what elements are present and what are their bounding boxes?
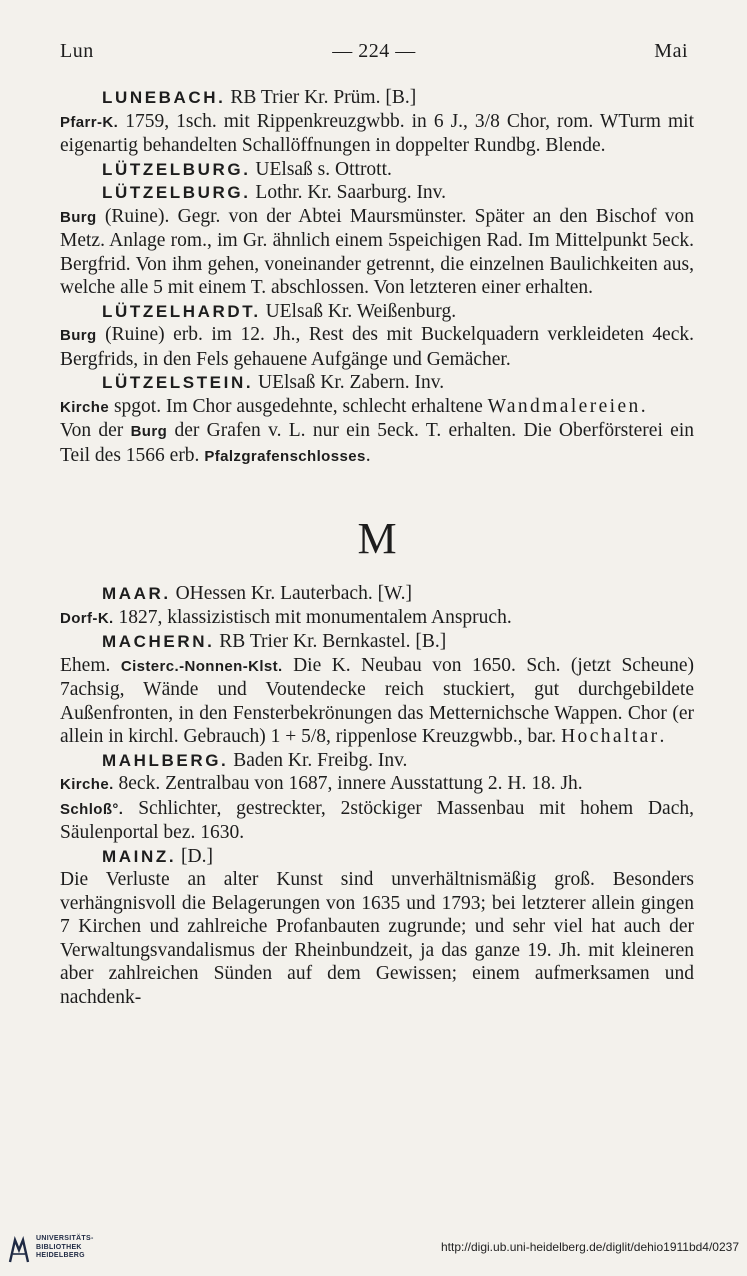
entry-heading [60, 181, 694, 205]
emphasized-term: Hochaltar [561, 726, 660, 747]
emphasized-term: Wandmalereien [487, 395, 641, 417]
entry-heading [60, 300, 694, 324]
entry-text: spgot. Im Chor ausgedehnte, schlecht erhaltene [113, 395, 488, 417]
entry-paragraph [60, 606, 694, 631]
section-letter: M [357, 514, 397, 563]
logo-line: BIBLIOTHEK [36, 1243, 82, 1251]
entry-text: . [640, 395, 646, 417]
place-info: Baden Kr. Freibg. Inv. [233, 749, 408, 771]
entry-heading [60, 158, 694, 182]
page-body [60, 86, 694, 1009]
entry-text: . [365, 444, 371, 466]
entry-paragraph [60, 654, 694, 749]
running-head-right: Mai [654, 40, 688, 62]
entry-heading [60, 749, 694, 773]
building-label: Burg [60, 327, 97, 344]
entry-heading [60, 86, 694, 110]
building-label: Pfalzgrafenschlosses [204, 447, 366, 465]
entry-paragraph [60, 395, 694, 420]
entry-heading [60, 845, 694, 869]
place-info: OHessen Kr. Lauterbach. [W.] [175, 583, 413, 604]
entry-text: Ehem. [60, 654, 121, 676]
entry-heading [60, 371, 694, 395]
place-name: MACHERN. [102, 632, 215, 651]
place-info: RB Trier Kr. Bernkastel. [B.] [219, 631, 447, 652]
building-label: Kirche [60, 398, 110, 416]
building-label: Burg [130, 423, 168, 440]
logo-line: HEIDELBERG [36, 1252, 85, 1259]
library-logo-icon [8, 1236, 30, 1264]
place-info: UElsaß Kr. Zabern. Inv. [258, 372, 445, 393]
place-name: LUNEBACH. [102, 88, 226, 107]
logo-line: UNIVERSITÄTS- [36, 1235, 94, 1242]
library-logo[interactable] [8, 1234, 118, 1270]
place-name: MAAR. [102, 584, 171, 603]
entry-heading [60, 582, 694, 606]
place-name: LÜTZELHARDT. [102, 301, 261, 321]
entry-text: Schlichter, gestreckter, 2stöckiger Massenbau mit hohem Dach, Säulenportal bez. 1630. [60, 797, 694, 843]
entry-text: Von der [60, 420, 131, 441]
entry-text: der Grafen v. L. nur ein 5eck. T. erhalten. Die Oberförsterei ein Teil des 1566 erb. [60, 420, 694, 466]
place-info: UElsaß s. Ottrott. [255, 158, 392, 180]
building-label: Schloß°. [60, 800, 124, 818]
place-name: LÜTZELSTEIN. [102, 373, 254, 392]
place-info: RB Trier Kr. Prüm. [B.] [230, 87, 417, 108]
building-label: Burg [60, 208, 97, 226]
building-label: Kirche. [60, 776, 114, 793]
entry-text: 1827, klassizistisch mit monumentalem Anspruch. [118, 606, 512, 628]
building-label: Pfarr-K. [60, 113, 119, 131]
entry-text: (Ruine). Gegr. von der Abtei Maursmünster. Später an den Bischof von Metz. Anlage rom., im Gr. ähnlich einem 5speichigen Rad. Im Mittelpunkt 5eck. Bergfrid. Von ihm gehen, voneinander getrennt, die einzelnen Baulichkeiten aus, welche alle 5 mit einem T. abschlossen. Von letzteren einer erhalten. [60, 205, 694, 298]
entry-paragraph [60, 323, 694, 371]
entry-text: 1759, 1sch. mit Rippenkreuzgwbb. in 6 J., 3/8 Chor, rom. WTurm mit eigenartig behandelten Schallöffnungen in doppelter Rundbg. Blende. [60, 110, 694, 156]
footer [0, 1226, 747, 1276]
entry-text: Die Verluste an alter Kunst sind unverhältnismäßig groß. Besonders verhängnisvoll die Belagerungen von 1635 und 1793; bei letzterer allein gingen 7 Kirchen und zahlreiche Profanbauten zugrunde; und sehr viel hat auch der Verwaltungsvandalismus der Rheinbundzeit, ja das ganze 19. Jh. mit kleineren aber zahlreichen Sünden auf dem Gewissen; einem aufmerksamen und nachdenk- [60, 869, 694, 1008]
place-name: MAINZ. [102, 846, 177, 866]
place-name: LÜTZELBURG. [102, 159, 251, 179]
library-logo-text [36, 1235, 94, 1261]
running-head-left: Lun [60, 40, 94, 62]
entry-paragraph [60, 797, 694, 845]
entry-paragraph [60, 772, 694, 797]
entry-text: Die K. Neubau von 1650. Sch. (jetzt Scheune) 7achsig, Wände und Voutendecke reich stuckiert, gut durchgebildete Außenfronten, in den Fensterbekrönungen das Metternichsche Wappen. Chor (er allein in kirchl. Gebrauch) 1 + 5/8, rippenlose Kreuzgwbb., bar. [60, 654, 695, 747]
entry-paragraph [60, 110, 694, 158]
building-label: Cisterc.-Nonnen-Klst. [120, 657, 283, 675]
place-info: [D.] [181, 845, 213, 867]
source-url-link[interactable]: http://digi.ub.uni-heidelberg.de/diglit/dehio1911bd4/0237 [440, 1240, 739, 1254]
place-info: Lothr. Kr. Saarburg. Inv. [255, 182, 447, 203]
building-label: Dorf-K. [60, 609, 114, 627]
place-info: UElsaß Kr. Weißenburg. [265, 300, 457, 322]
entry-text: 8eck. Zentralbau von 1687, innere Ausstattung 2. H. 18. Jh. [118, 773, 583, 794]
entry-heading [60, 630, 694, 654]
place-name: LÜTZELBURG. [102, 183, 251, 202]
entry-text: (Ruine) erb. im 12. Jh., Rest des mit Buckelquadern verkleideten 4eck. Bergfrids, in den Fels gehauene Aufgänge und Gemächer. [60, 324, 694, 370]
entry-paragraph [60, 419, 694, 468]
page-number: — 224 — [332, 40, 416, 62]
place-name: MAHLBERG. [102, 750, 229, 770]
entry-paragraph [60, 868, 694, 1009]
entry-paragraph [60, 205, 694, 300]
entry-text: . [659, 726, 665, 747]
